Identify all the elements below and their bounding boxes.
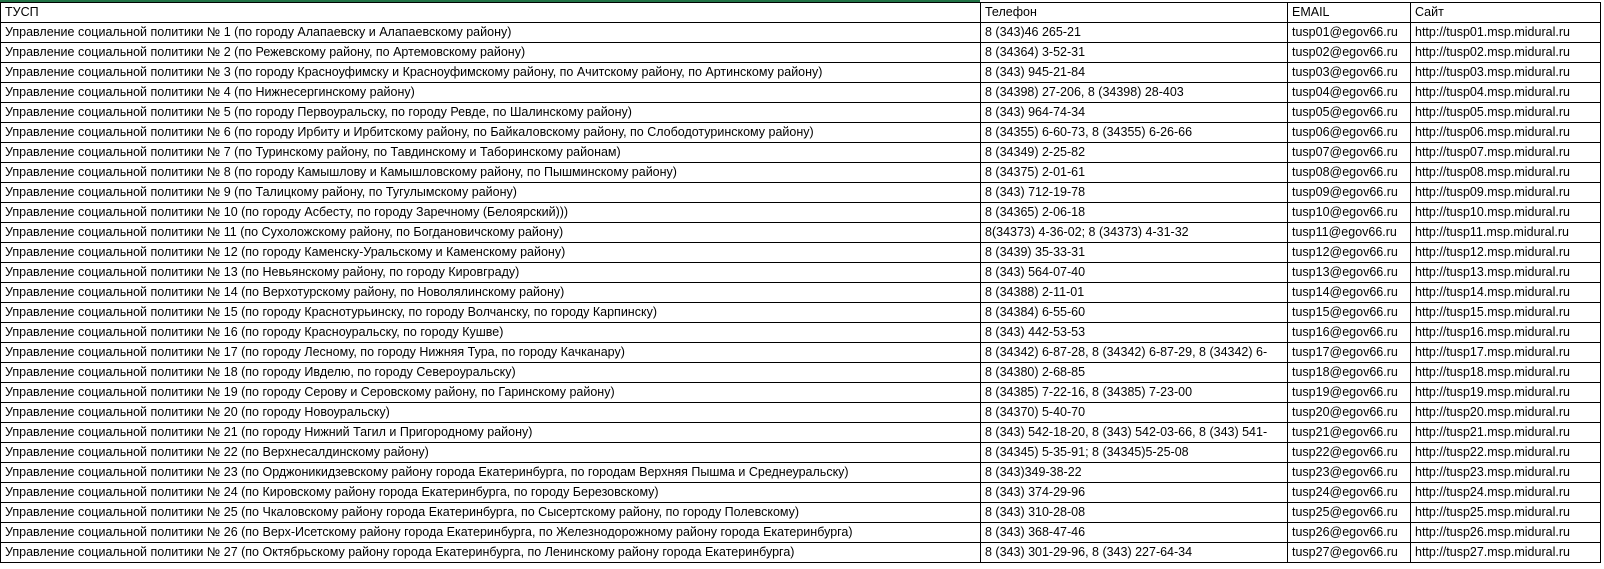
cell-phone[interactable]: 8 (34384) 6-55-60 bbox=[981, 303, 1288, 323]
table-body bbox=[1, 23, 1601, 563]
cell-site[interactable]: http://tusp09.msp.midural.ru bbox=[1411, 183, 1601, 203]
cell-phone[interactable]: 8 (343) 945-21-84 bbox=[981, 63, 1288, 83]
table-row bbox=[1, 303, 1601, 323]
cell-email[interactable]: tusp18@egov66.ru bbox=[1288, 363, 1411, 383]
table-row bbox=[1, 263, 1601, 283]
cell-site[interactable]: http://tusp16.msp.midural.ru bbox=[1411, 323, 1601, 343]
table-row bbox=[1, 243, 1601, 263]
cell-email[interactable]: tusp24@egov66.ru bbox=[1288, 483, 1411, 503]
cell-tusp[interactable]: Управление социальной политики № 22 (по Верхнесалдинскому району) bbox=[1, 443, 981, 463]
cell-site[interactable]: http://tusp15.msp.midural.ru bbox=[1411, 303, 1601, 323]
cell-site[interactable]: http://tusp01.msp.midural.ru bbox=[1411, 23, 1601, 43]
cell-email[interactable]: tusp14@egov66.ru bbox=[1288, 283, 1411, 303]
table-row bbox=[1, 223, 1601, 243]
cell-email[interactable]: tusp11@egov66.ru bbox=[1288, 223, 1411, 243]
cell-tusp[interactable]: Управление социальной политики № 15 (по городу Краснотурьинску, по городу Волчанску, по городу Карпинску) bbox=[1, 303, 981, 323]
cell-email[interactable]: tusp13@egov66.ru bbox=[1288, 263, 1411, 283]
cell-email[interactable]: tusp15@egov66.ru bbox=[1288, 303, 1411, 323]
cell-tusp[interactable]: Управление социальной политики № 14 (по Верхотурскому району, по Новолялинскому району) bbox=[1, 283, 981, 303]
cell-tusp[interactable]: Управление социальной политики № 27 (по Октябрьскому району города Екатеринбурга, по Ленинскому району города Екатеринбурга) bbox=[1, 543, 981, 563]
table-row bbox=[1, 143, 1601, 163]
cell-tusp[interactable]: Управление социальной политики № 3 (по городу Красноуфимску и Красноуфимскому району, по Ачитскому району, по Артинскому району) bbox=[1, 63, 981, 83]
cell-phone[interactable]: 8 (34355) 6-60-73, 8 (34355) 6-26-66 bbox=[981, 123, 1288, 143]
cell-email[interactable]: tusp27@egov66.ru bbox=[1288, 543, 1411, 563]
cell-email[interactable]: tusp07@egov66.ru bbox=[1288, 143, 1411, 163]
cell-site[interactable]: http://tusp25.msp.midural.ru bbox=[1411, 503, 1601, 523]
cell-tusp[interactable]: Управление социальной политики № 18 (по городу Ивделю, по городу Североуральску) bbox=[1, 363, 981, 383]
cell-tusp[interactable]: Управление социальной политики № 21 (по городу Нижний Тагил и Пригородному району) bbox=[1, 423, 981, 443]
cell-phone[interactable]: 8 (343) 310-28-08 bbox=[981, 503, 1288, 523]
cell-tusp[interactable]: Управление социальной политики № 16 (по городу Красноуральску, по городу Кушве) bbox=[1, 323, 981, 343]
cell-site[interactable]: http://tusp08.msp.midural.ru bbox=[1411, 163, 1601, 183]
cell-email[interactable]: tusp04@egov66.ru bbox=[1288, 83, 1411, 103]
cell-email[interactable]: tusp17@egov66.ru bbox=[1288, 343, 1411, 363]
cell-email[interactable]: tusp20@egov66.ru bbox=[1288, 403, 1411, 423]
cell-phone[interactable]: 8 (34349) 2-25-82 bbox=[981, 143, 1288, 163]
cell-email[interactable]: tusp05@egov66.ru bbox=[1288, 103, 1411, 123]
cell-email[interactable]: tusp12@egov66.ru bbox=[1288, 243, 1411, 263]
cell-site[interactable]: http://tusp02.msp.midural.ru bbox=[1411, 43, 1601, 63]
table-row bbox=[1, 23, 1601, 43]
cell-site[interactable]: http://tusp23.msp.midural.ru bbox=[1411, 463, 1601, 483]
cell-phone[interactable]: 8 (343)349-38-22 bbox=[981, 463, 1288, 483]
table-row bbox=[1, 383, 1601, 403]
cell-tusp[interactable]: Управление социальной политики № 10 (по городу Асбесту, по городу Заречному (Белоярский))) bbox=[1, 203, 981, 223]
cell-phone[interactable]: 8(34373) 4-36-02; 8 (34373) 4-31-32 bbox=[981, 223, 1288, 243]
table-row bbox=[1, 543, 1601, 563]
cell-phone[interactable]: 8 (343) 542-18-20, 8 (343) 542-03-66, 8 (343) 541- bbox=[981, 423, 1288, 443]
cell-site[interactable]: http://tusp10.msp.midural.ru bbox=[1411, 203, 1601, 223]
cell-email[interactable]: tusp25@egov66.ru bbox=[1288, 503, 1411, 523]
cell-phone[interactable]: 8 (343) 564-07-40 bbox=[981, 263, 1288, 283]
cell-email[interactable]: tusp03@egov66.ru bbox=[1288, 63, 1411, 83]
cell-tusp[interactable]: Управление социальной политики № 13 (по Невьянскому району, по городу Кировграду) bbox=[1, 263, 981, 283]
cell-tusp[interactable]: Управление социальной политики № 5 (по городу Первоуральску, по городу Ревде, по Шалинскому району) bbox=[1, 103, 981, 123]
cell-site[interactable]: http://tusp12.msp.midural.ru bbox=[1411, 243, 1601, 263]
cell-phone[interactable]: 8 (343) 301-29-96, 8 (343) 227-64-34 bbox=[981, 543, 1288, 563]
cell-site[interactable]: http://tusp11.msp.midural.ru bbox=[1411, 223, 1601, 243]
cell-phone[interactable]: 8 (3439) 35-33-31 bbox=[981, 243, 1288, 263]
cell-tusp[interactable]: Управление социальной политики № 2 (по Режевскому району, по Артемовскому району) bbox=[1, 43, 981, 63]
cell-tusp[interactable]: Управление социальной политики № 4 (по Нижнесергинскому району) bbox=[1, 83, 981, 103]
cell-email[interactable]: tusp22@egov66.ru bbox=[1288, 443, 1411, 463]
cell-phone[interactable]: 8 (343) 374-29-96 bbox=[981, 483, 1288, 503]
cell-site[interactable]: http://tusp27.msp.midural.ru bbox=[1411, 543, 1601, 563]
cell-phone[interactable]: 8 (34345) 5-35-91; 8 (34345)5-25-08 bbox=[981, 443, 1288, 463]
cell-tusp[interactable]: Управление социальной политики № 24 (по Кировскому району города Екатеринбурга, по городу Березовскому) bbox=[1, 483, 981, 503]
cell-site[interactable]: http://tusp04.msp.midural.ru bbox=[1411, 83, 1601, 103]
table-row bbox=[1, 463, 1601, 483]
cell-email[interactable]: tusp01@egov66.ru bbox=[1288, 23, 1411, 43]
cell-phone[interactable]: 8 (34385) 7-22-16, 8 (34385) 7-23-00 bbox=[981, 383, 1288, 403]
cell-phone[interactable]: 8 (34388) 2-11-01 bbox=[981, 283, 1288, 303]
cell-phone[interactable]: 8 (343) 442-53-53 bbox=[981, 323, 1288, 343]
cell-email[interactable]: tusp10@egov66.ru bbox=[1288, 203, 1411, 223]
cell-email[interactable]: tusp06@egov66.ru bbox=[1288, 123, 1411, 143]
cell-email[interactable]: tusp23@egov66.ru bbox=[1288, 463, 1411, 483]
table-row bbox=[1, 63, 1601, 83]
cell-phone[interactable]: 8 (34342) 6-87-28, 8 (34342) 6-87-29, 8 (34342) 6- bbox=[981, 343, 1288, 363]
table-row bbox=[1, 523, 1601, 543]
tusp-table bbox=[0, 2, 1601, 563]
cell-phone[interactable]: 8 (34364) 3-52-31 bbox=[981, 43, 1288, 63]
cell-tusp[interactable]: Управление социальной политики № 11 (по Сухоложскому району, по Богдановичскому району) bbox=[1, 223, 981, 243]
table-row bbox=[1, 203, 1601, 223]
header-cell-site[interactable]: Сайт bbox=[1411, 3, 1601, 23]
cell-tusp[interactable]: Управление социальной политики № 17 (по городу Лесному, по городу Нижняя Тура, по городу Качканару) bbox=[1, 343, 981, 363]
header-row bbox=[1, 3, 1601, 23]
cell-tusp[interactable]: Управление социальной политики № 12 (по городу Каменску-Уральскому и Каменскому району) bbox=[1, 243, 981, 263]
cell-site[interactable]: http://tusp24.msp.midural.ru bbox=[1411, 483, 1601, 503]
cell-tusp[interactable]: Управление социальной политики № 9 (по Талицкому району, по Тугулымскому району) bbox=[1, 183, 981, 203]
cell-site[interactable]: http://tusp05.msp.midural.ru bbox=[1411, 103, 1601, 123]
cell-tusp[interactable]: Управление социальной политики № 1 (по городу Алапаевску и Алапаевскому району) bbox=[1, 23, 981, 43]
cell-phone[interactable]: 8 (343)46 265-21 bbox=[981, 23, 1288, 43]
cell-site[interactable]: http://tusp14.msp.midural.ru bbox=[1411, 283, 1601, 303]
table-row bbox=[1, 83, 1601, 103]
cell-site[interactable]: http://tusp13.msp.midural.ru bbox=[1411, 263, 1601, 283]
cell-phone[interactable]: 8 (34375) 2-01-61 bbox=[981, 163, 1288, 183]
cell-site[interactable]: http://tusp22.msp.midural.ru bbox=[1411, 443, 1601, 463]
cell-phone[interactable]: 8 (343) 712-19-78 bbox=[981, 183, 1288, 203]
cell-tusp[interactable]: Управление социальной политики № 7 (по Туринскому району, по Тавдинскому и Таборинскому районам) bbox=[1, 143, 981, 163]
table-row bbox=[1, 283, 1601, 303]
cell-tusp[interactable]: Управление социальной политики № 19 (по городу Серову и Серовскому району, по Гаринскому району) bbox=[1, 383, 981, 403]
table-row bbox=[1, 43, 1601, 63]
cell-site[interactable]: http://tusp19.msp.midural.ru bbox=[1411, 383, 1601, 403]
cell-site[interactable]: http://tusp07.msp.midural.ru bbox=[1411, 143, 1601, 163]
cell-tusp[interactable]: Управление социальной политики № 26 (по Верх-Исетскому району города Екатеринбурга, по Железнодорожному району города Екатеринбурга) bbox=[1, 523, 981, 543]
table-row bbox=[1, 503, 1601, 523]
cell-phone[interactable]: 8 (34380) 2-68-85 bbox=[981, 363, 1288, 383]
cell-site[interactable]: http://tusp17.msp.midural.ru bbox=[1411, 343, 1601, 363]
table-row bbox=[1, 343, 1601, 363]
table-row bbox=[1, 443, 1601, 463]
table-row bbox=[1, 183, 1601, 203]
cell-email[interactable]: tusp26@egov66.ru bbox=[1288, 523, 1411, 543]
cell-site[interactable]: http://tusp20.msp.midural.ru bbox=[1411, 403, 1601, 423]
table-row bbox=[1, 103, 1601, 123]
cell-phone[interactable]: 8 (34370) 5-40-70 bbox=[981, 403, 1288, 423]
cell-phone[interactable]: 8 (34398) 27-206, 8 (34398) 28-403 bbox=[981, 83, 1288, 103]
cell-tusp[interactable]: Управление социальной политики № 8 (по городу Камышлову и Камышловскому району, по Пышминскому району) bbox=[1, 163, 981, 183]
table-row bbox=[1, 423, 1601, 443]
cell-phone[interactable]: 8 (343) 964-74-34 bbox=[981, 103, 1288, 123]
cell-site[interactable]: http://tusp03.msp.midural.ru bbox=[1411, 63, 1601, 83]
cell-site[interactable]: http://tusp18.msp.midural.ru bbox=[1411, 363, 1601, 383]
cell-tusp[interactable]: Управление социальной политики № 25 (по Чкаловскому району города Екатеринбурга, по Сысертскому району, по городу Полевскому) bbox=[1, 503, 981, 523]
cell-tusp[interactable]: Управление социальной политики № 6 (по городу Ирбиту и Ирбитскому району, по Байкаловскому району, по Слободотуринскому району) bbox=[1, 123, 981, 143]
table-row bbox=[1, 403, 1601, 423]
table-row bbox=[1, 363, 1601, 383]
table-row bbox=[1, 483, 1601, 503]
header-cell-email[interactable]: EMAIL bbox=[1288, 3, 1411, 23]
cell-email[interactable]: tusp21@egov66.ru bbox=[1288, 423, 1411, 443]
header-cell-phone[interactable]: Телефон bbox=[981, 3, 1288, 23]
cell-email[interactable]: tusp16@egov66.ru bbox=[1288, 323, 1411, 343]
cell-phone[interactable]: 8 (343) 368-47-46 bbox=[981, 523, 1288, 543]
cell-phone[interactable]: 8 (34365) 2-06-18 bbox=[981, 203, 1288, 223]
header-cell-tusp[interactable]: ТУСП bbox=[1, 3, 981, 23]
table-row bbox=[1, 323, 1601, 343]
cell-email[interactable]: tusp08@egov66.ru bbox=[1288, 163, 1411, 183]
cell-tusp[interactable]: Управление социальной политики № 23 (по Орджоникидзевскому району города Екатеринбурга, по городам Верхняя Пышма и Среднеуральску) bbox=[1, 463, 981, 483]
cell-tusp[interactable]: Управление социальной политики № 20 (по городу Новоуральску) bbox=[1, 403, 981, 423]
table-row bbox=[1, 163, 1601, 183]
cell-email[interactable]: tusp02@egov66.ru bbox=[1288, 43, 1411, 63]
cell-site[interactable]: http://tusp06.msp.midural.ru bbox=[1411, 123, 1601, 143]
cell-email[interactable]: tusp09@egov66.ru bbox=[1288, 183, 1411, 203]
cell-site[interactable]: http://tusp26.msp.midural.ru bbox=[1411, 523, 1601, 543]
cell-email[interactable]: tusp19@egov66.ru bbox=[1288, 383, 1411, 403]
cell-site[interactable]: http://tusp21.msp.midural.ru bbox=[1411, 423, 1601, 443]
table-row bbox=[1, 123, 1601, 143]
